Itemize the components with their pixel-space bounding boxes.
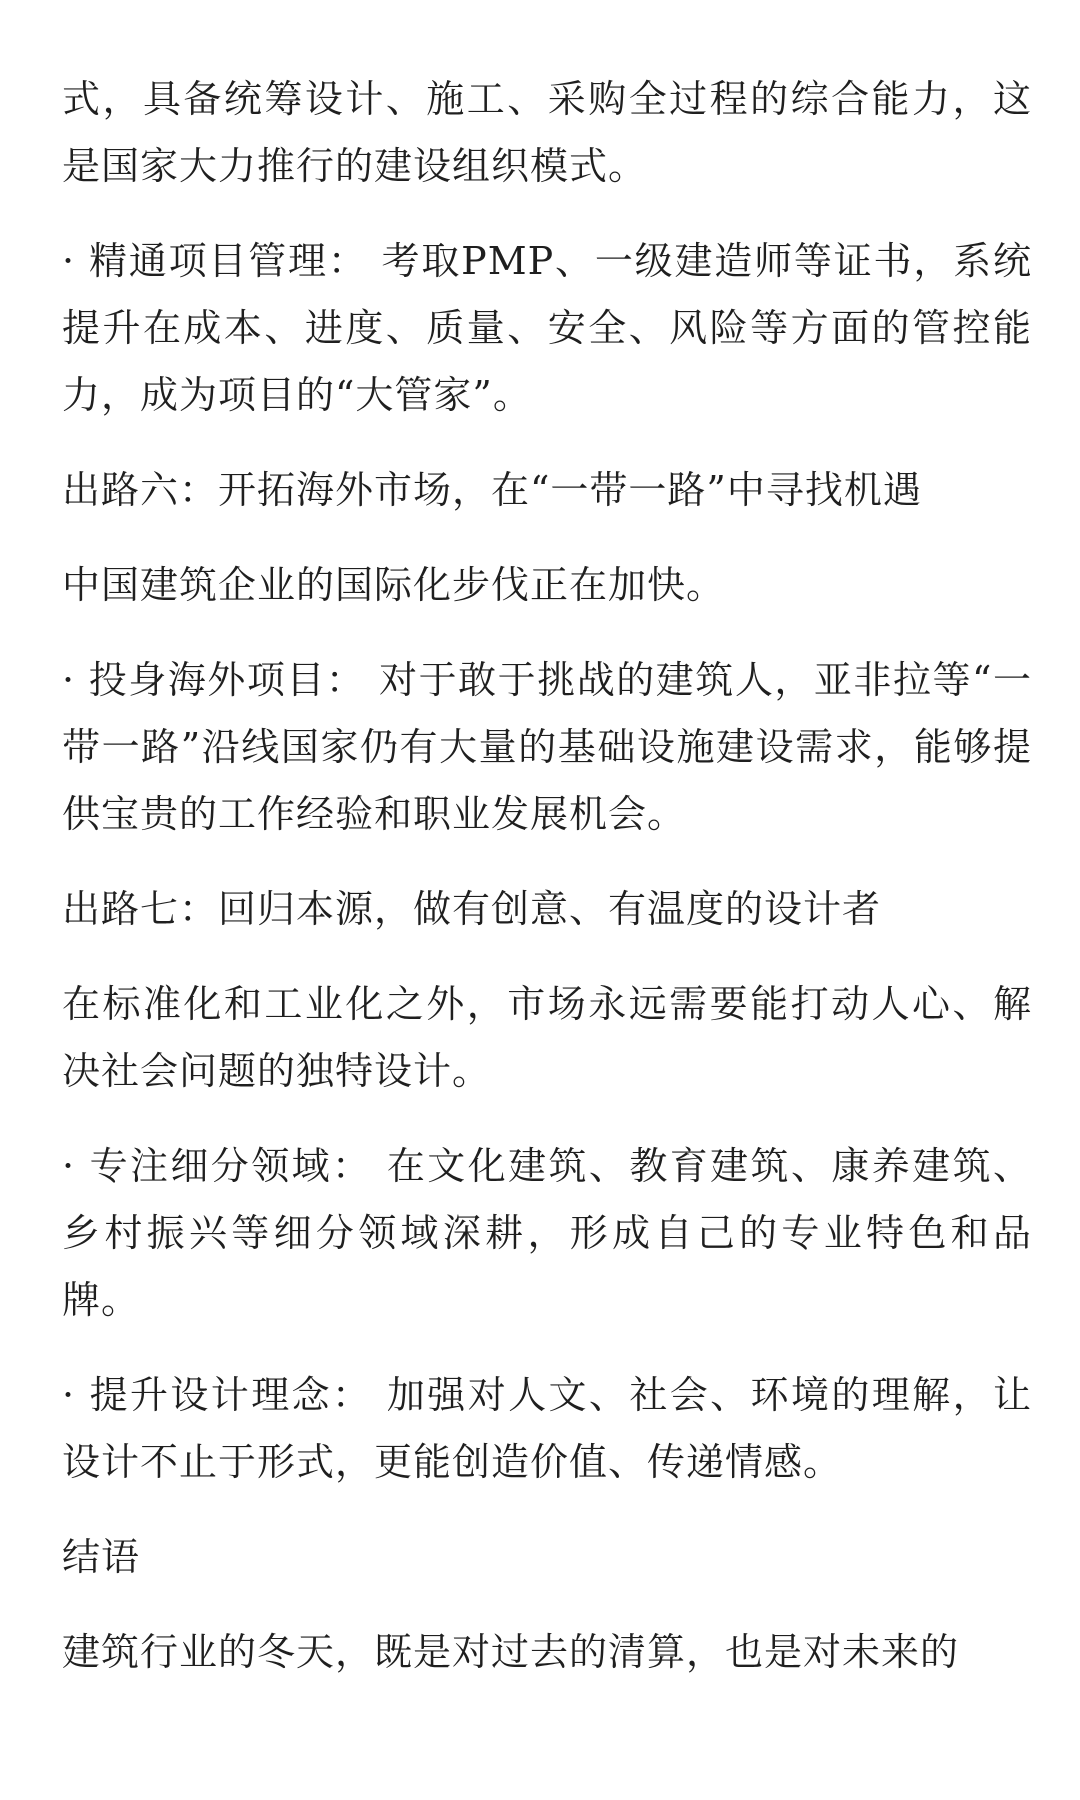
section-heading-path-seven: 出路七：回归本源，做有创意、有温度的设计者 xyxy=(62,887,882,931)
article-body xyxy=(62,66,1032,1714)
bullet-niche-fields: · 专注细分领域： 在文化建筑、教育建筑、康养建筑、乡村振兴等细分领域深耕，形成自己的专业特色和品牌。 xyxy=(62,1144,1032,1322)
bullet-design-philosophy: · 提升设计理念： 加强对人文、社会、环境的理解，让设计不止于形式，更能创造价值、传递情感。 xyxy=(62,1373,1032,1484)
paragraph-internationalization: 中国建筑企业的国际化步伐正在加快。 xyxy=(62,563,726,607)
bullet-overseas-projects: · 投身海外项目： 对于敢于挑战的建筑人，亚非拉等“一带一路”沿线国家仍有大量的基础设施建设需求，能够提供宝贵的工作经验和职业发展机会。 xyxy=(62,658,1032,836)
section-heading-path-six: 出路六：开拓海外市场，在“一带一路”中寻找机遇 xyxy=(62,468,922,512)
section-heading-conclusion: 结语 xyxy=(62,1535,141,1579)
paragraph-epc-intro: 式，具备统筹设计、施工、采购全过程的综合能力，这是国家大力推行的建设组织模式。 xyxy=(62,77,1032,188)
bullet-project-management: · 精通项目管理： 考取PMP、一级建造师等证书，系统提升在成本、进度、质量、安全、风险等方面的管控能力，成为项目的“大管家”。 xyxy=(62,239,1032,417)
paragraph-conclusion: 建筑行业的冬天，既是对过去的清算，也是对未来的 xyxy=(62,1630,960,1674)
paragraph-unique-design: 在标准化和工业化之外，市场永远需要能打动人心、解决社会问题的独特设计。 xyxy=(62,982,1032,1093)
